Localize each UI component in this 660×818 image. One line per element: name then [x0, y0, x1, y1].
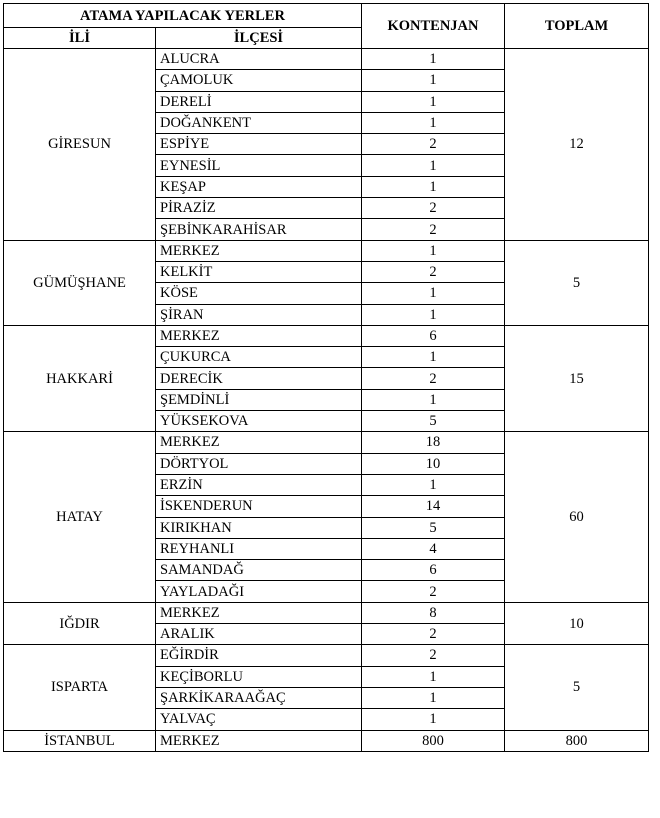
total-cell: 60 — [505, 432, 649, 602]
district-cell: EĞİRDİR — [156, 645, 362, 666]
quota-cell: 800 — [362, 730, 505, 751]
district-cell: KEÇİBORLU — [156, 666, 362, 687]
district-cell: DERELİ — [156, 91, 362, 112]
table-row — [4, 49, 649, 70]
quota-cell: 5 — [362, 411, 505, 432]
quota-cell: 1 — [362, 474, 505, 495]
district-cell: MERKEZ — [156, 602, 362, 623]
province-cell: GÜMÜŞHANE — [4, 240, 156, 325]
quota-cell: 1 — [362, 283, 505, 304]
quota-cell: 2 — [362, 581, 505, 602]
district-cell: MERKEZ — [156, 240, 362, 261]
district-cell: KÖSE — [156, 283, 362, 304]
province-cell: IĞDIR — [4, 602, 156, 645]
quota-cell: 1 — [362, 112, 505, 133]
table-body — [4, 49, 649, 752]
table-row — [4, 730, 649, 751]
district-cell: ÇUKURCA — [156, 347, 362, 368]
district-cell: KEŞAP — [156, 176, 362, 197]
province-cell: HATAY — [4, 432, 156, 602]
quota-cell: 1 — [362, 49, 505, 70]
district-cell: MERKEZ — [156, 432, 362, 453]
quota-cell: 2 — [362, 134, 505, 155]
quota-cell: 6 — [362, 325, 505, 346]
quota-cell: 1 — [362, 347, 505, 368]
district-cell: ŞİRAN — [156, 304, 362, 325]
total-cell: 12 — [505, 49, 649, 241]
table-row — [4, 432, 649, 453]
district-cell: PİRAZİZ — [156, 198, 362, 219]
quota-cell: 2 — [362, 624, 505, 645]
quota-cell: 1 — [362, 304, 505, 325]
province-cell: HAKKARİ — [4, 325, 156, 431]
table-row — [4, 645, 649, 666]
il-header: İLİ — [4, 28, 156, 49]
quota-cell: 1 — [362, 176, 505, 197]
quota-cell: 1 — [362, 687, 505, 708]
district-cell: ARALIK — [156, 624, 362, 645]
quota-cell: 1 — [362, 155, 505, 176]
assignment-table — [3, 3, 649, 752]
quota-cell: 1 — [362, 666, 505, 687]
district-cell: SAMANDAĞ — [156, 560, 362, 581]
table-row — [4, 240, 649, 261]
district-cell: EYNESİL — [156, 155, 362, 176]
district-cell: MERKEZ — [156, 730, 362, 751]
quota-cell: 8 — [362, 602, 505, 623]
district-cell: ŞEBİNKARAHİSAR — [156, 219, 362, 240]
toplam-header: TOPLAM — [505, 4, 649, 49]
district-cell: ŞARKİKARAAĞAÇ — [156, 687, 362, 708]
district-cell: ESPİYE — [156, 134, 362, 155]
district-cell: ÇAMOLUK — [156, 70, 362, 91]
total-cell: 15 — [505, 325, 649, 431]
quota-cell: 2 — [362, 198, 505, 219]
total-cell: 5 — [505, 645, 649, 730]
quota-cell: 2 — [362, 368, 505, 389]
ilce-header: İLÇESİ — [156, 28, 362, 49]
quota-cell: 18 — [362, 432, 505, 453]
district-cell: YAYLADAĞI — [156, 581, 362, 602]
province-cell: ISPARTA — [4, 645, 156, 730]
quota-cell: 6 — [362, 560, 505, 581]
district-cell: ERZİN — [156, 474, 362, 495]
quota-cell: 1 — [362, 240, 505, 261]
district-cell: ŞEMDİNLİ — [156, 389, 362, 410]
district-cell: İSKENDERUN — [156, 496, 362, 517]
quota-cell: 2 — [362, 261, 505, 282]
district-cell: ALUCRA — [156, 49, 362, 70]
kontenjan-header: KONTENJAN — [362, 4, 505, 49]
total-cell: 5 — [505, 240, 649, 325]
district-cell: YALVAÇ — [156, 709, 362, 730]
quota-cell: 2 — [362, 645, 505, 666]
quota-cell: 10 — [362, 453, 505, 474]
group-title-header: ATAMA YAPILACAK YERLER — [4, 4, 362, 28]
table-row — [4, 325, 649, 346]
district-cell: DOĞANKENT — [156, 112, 362, 133]
quota-cell: 4 — [362, 538, 505, 559]
district-cell: KELKİT — [156, 261, 362, 282]
quota-cell: 14 — [362, 496, 505, 517]
quota-cell: 5 — [362, 517, 505, 538]
district-cell: DÖRTYOL — [156, 453, 362, 474]
quota-cell: 1 — [362, 70, 505, 91]
quota-cell: 1 — [362, 709, 505, 730]
district-cell: KIRIKHAN — [156, 517, 362, 538]
district-cell: DERECİK — [156, 368, 362, 389]
district-cell: REYHANLI — [156, 538, 362, 559]
total-cell: 800 — [505, 730, 649, 751]
quota-cell: 1 — [362, 91, 505, 112]
table-row — [4, 602, 649, 623]
province-cell: İSTANBUL — [4, 730, 156, 751]
province-cell: GİRESUN — [4, 49, 156, 241]
quota-cell: 1 — [362, 389, 505, 410]
district-cell: MERKEZ — [156, 325, 362, 346]
total-cell: 10 — [505, 602, 649, 645]
quota-cell: 2 — [362, 219, 505, 240]
district-cell: YÜKSEKOVA — [156, 411, 362, 432]
